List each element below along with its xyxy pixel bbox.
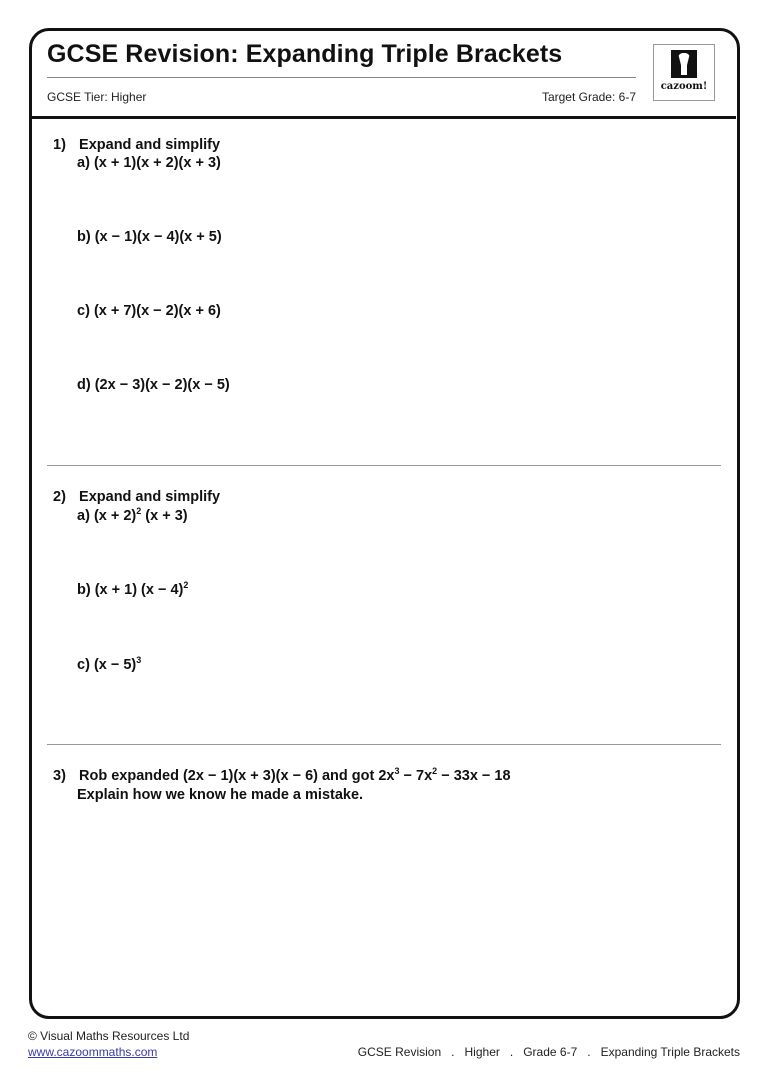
target-grade-label: Target Grade: 6-7 (541, 90, 636, 104)
question-number: 3) (53, 768, 66, 784)
part-label: b) (77, 582, 91, 598)
part-label: a) (77, 155, 90, 171)
title-divider (47, 77, 636, 78)
question-prompt: Expand and simplify (79, 137, 221, 153)
logo-wordmark: cazoom! (660, 81, 708, 92)
question-2 (53, 489, 220, 505)
question-text: Rob expanded (2x − 1)(x + 3)(x − 6) and got $2x^3 - 7x^2 - 33x - 18$ (79, 766, 511, 784)
part-label: b) (77, 229, 91, 245)
part-expression: (x + 1) $(x - 4)^2$ (94, 580, 189, 598)
question-1b (77, 229, 222, 245)
question-1d (77, 377, 230, 393)
question-2c (77, 657, 141, 673)
breadcrumb-item: Expanding Triple Brackets (600, 1045, 740, 1059)
footer-breadcrumb: GCSE Revision . Higher . Grade 6-7 . Expanding Triple Brackets (357, 1045, 740, 1059)
part-label: c) (77, 303, 90, 319)
cazoom-logo (653, 44, 715, 101)
part-expression: (x + 1)(x + 2)(x + 3) (93, 155, 221, 171)
part-label: c) (77, 657, 90, 673)
question-2a (77, 508, 188, 524)
question-prompt: Expand and simplify (79, 489, 221, 505)
page-title: GCSE Revision: Expanding Triple Brackets (47, 40, 563, 68)
part-expression: $(x + 2)^2$ (x + 3) (93, 506, 188, 524)
section-divider (47, 465, 721, 466)
part-expression: (2x − 3)(x − 2)(x − 5) (94, 377, 230, 393)
tier-label: GCSE Tier: Higher (47, 90, 147, 104)
breadcrumb-item: Grade 6-7 (523, 1045, 578, 1059)
breadcrumb-item: Higher (464, 1045, 500, 1059)
breadcrumb-item: GCSE Revision (357, 1045, 442, 1059)
part-expression: (x − 1)(x − 4)(x + 5) (94, 229, 222, 245)
question-2b (77, 582, 188, 598)
question-number: 1) (53, 137, 66, 153)
section-divider (47, 744, 721, 745)
question-number: 2) (53, 489, 66, 505)
header-divider (31, 116, 736, 119)
copyright-text: © Visual Maths Resources Ltd (28, 1029, 190, 1043)
question-1 (53, 137, 220, 153)
part-label: a) (77, 508, 90, 524)
website-link[interactable]: www.cazoommaths.com (28, 1045, 158, 1059)
part-expression: $(x - 5)^3$ (93, 655, 142, 673)
part-expression: (x + 7)(x − 2)(x + 6) (93, 303, 221, 319)
question-3 (53, 768, 511, 784)
question-1c (77, 303, 221, 319)
question-3-instruction: Explain how we know he made a mistake. (77, 787, 364, 803)
question-1a (77, 155, 221, 171)
cup-icon (671, 50, 697, 78)
part-label: d) (77, 377, 91, 393)
